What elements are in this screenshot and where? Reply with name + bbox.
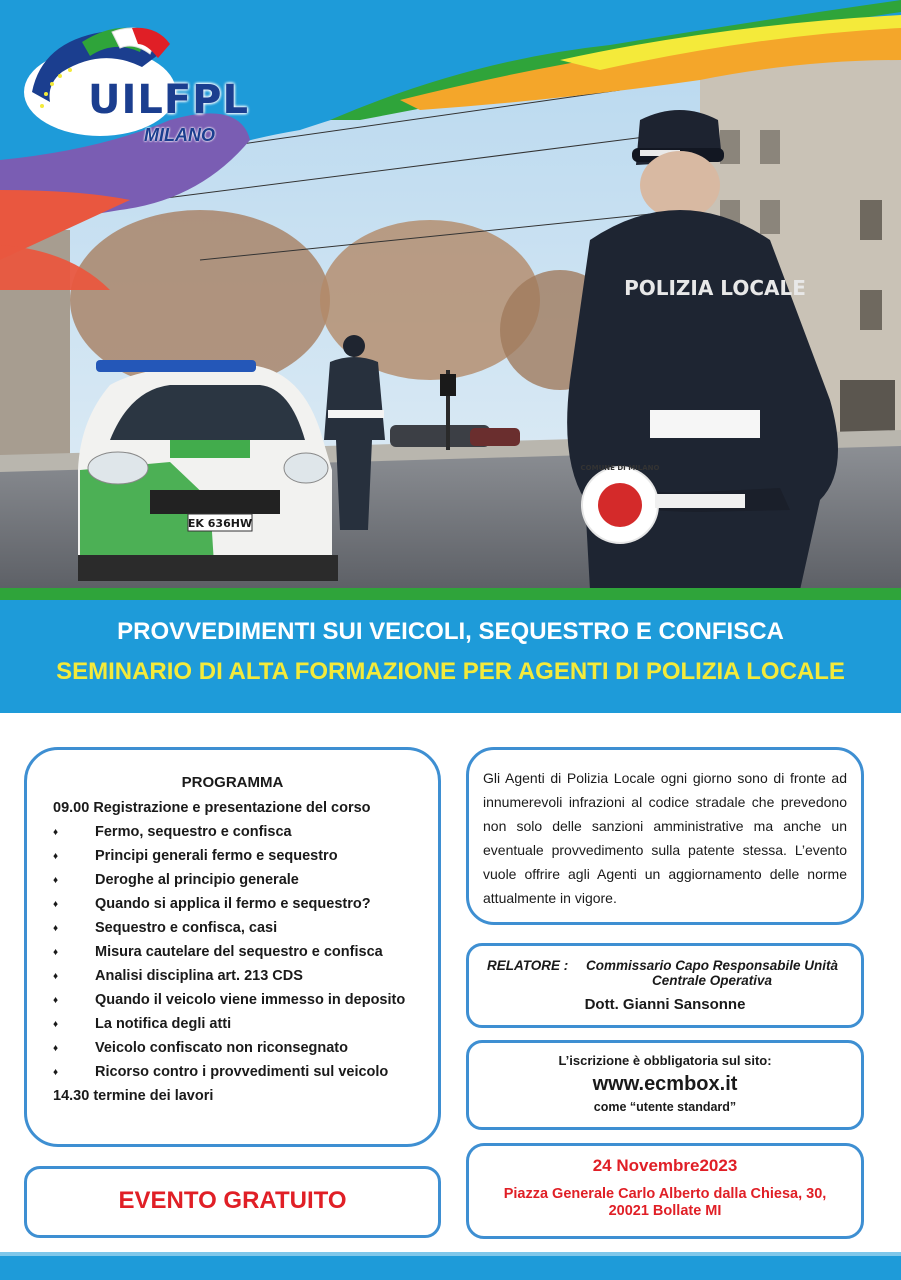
logo-city: MILANO (144, 125, 215, 145)
bullet-icon: ♦ (53, 1043, 59, 1054)
event-address (469, 1186, 861, 1220)
bottom-band (0, 1256, 901, 1280)
registration-note: L’iscrizione è obbligatoria sul sito: (558, 1053, 772, 1068)
bullet-icon: ♦ (53, 971, 59, 982)
registration-box (466, 1040, 864, 1130)
jacket-text: POLIZIA LOCALE (624, 276, 806, 300)
address-line-2: 20021 Bollate MI (608, 1203, 722, 1219)
description-box (466, 747, 864, 925)
address-line-1: Piazza Generale Carlo Alberto dalla Chiesa, 30, (503, 1186, 827, 1202)
bullet-icon: ♦ (53, 875, 59, 886)
bullet-icon: ♦ (53, 1019, 59, 1030)
free-event-label: EVENTO GRATUITO (118, 1187, 347, 1214)
car-plate: EK 636HW (187, 517, 253, 530)
registration-user-type: come “utente standard” (593, 1100, 737, 1114)
subtitle: SEMINARIO DI ALTA FORMAZIONE PER AGENTI DI POLIZIA LOCALE (56, 658, 845, 685)
program-start: 09.00 Registrazione e presentazione del corso (53, 800, 371, 816)
event-date: 24 Novembre2023 (592, 1156, 738, 1175)
free-event-box (24, 1166, 441, 1238)
bullet-icon: ♦ (53, 1067, 59, 1078)
bullet-icon: ♦ (53, 923, 59, 934)
bullet-icon: ♦ (53, 995, 59, 1006)
registration-url[interactable]: www.ecmbox.it (592, 1073, 738, 1095)
uilfpl-logo (22, 22, 249, 145)
police-car (78, 360, 338, 581)
event-date-box (466, 1143, 864, 1239)
title-band (0, 600, 901, 713)
bullet-icon: ♦ (53, 851, 59, 862)
speaker-box (466, 943, 864, 1028)
main-title: PROVVEDIMENTI SUI VEICOLI, SEQUESTRO E CONFISCA (117, 618, 784, 645)
green-divider (0, 588, 901, 600)
speaker-name: Dott. Gianni Sansonne (584, 996, 746, 1013)
bullet-icon: ♦ (53, 947, 59, 958)
bullet-icon: ♦ (53, 899, 59, 910)
paddle-text: COMUNE DI MILANO (580, 464, 660, 472)
speaker-label: RELATORE : (487, 958, 569, 973)
program-end: 14.30 termine dei lavori (53, 1088, 214, 1104)
logo-name: UILFPL (88, 77, 249, 123)
speaker-role: Commissario Capo Responsabile Unità Centrale Operativa (585, 958, 839, 988)
description-text: Gli Agenti di Polizia Locale ogni giorno sono di fronte ad innumerevoli infrazioni al codice stradale che prevedono non solo delle sanzioni amministrative ma anche un eventuale provvedimento sulla patente stessa. L’evento vuole offrire agli Agenti un aggiornamento delle norme attualmente in vigore. (483, 770, 847, 906)
bullet-icon: ♦ (53, 827, 59, 838)
program-heading: PROGRAMMA (181, 774, 284, 791)
program-box: PROGRAMMA 09.00 Registrazione e presentazione del corso ♦ Fermo, sequestro e confisca ♦ Principi generali fermo e sequestro ♦ Deroghe al principio generale ♦ Quando si applica il fermo e sequestro? ♦ Sequestro e confisca, casi ♦ Misura cautelare del sequestro e confisca ♦ Analisi disciplina art. 213 CDS ♦ Quando il veicolo viene immesso in deposito ♦ La notifica degli atti ♦ Veicolo confiscato non riconsegnato ♦ Ricorso contro i provvedimenti sul veicolo 14.30 termine dei lavori (24, 747, 441, 1147)
